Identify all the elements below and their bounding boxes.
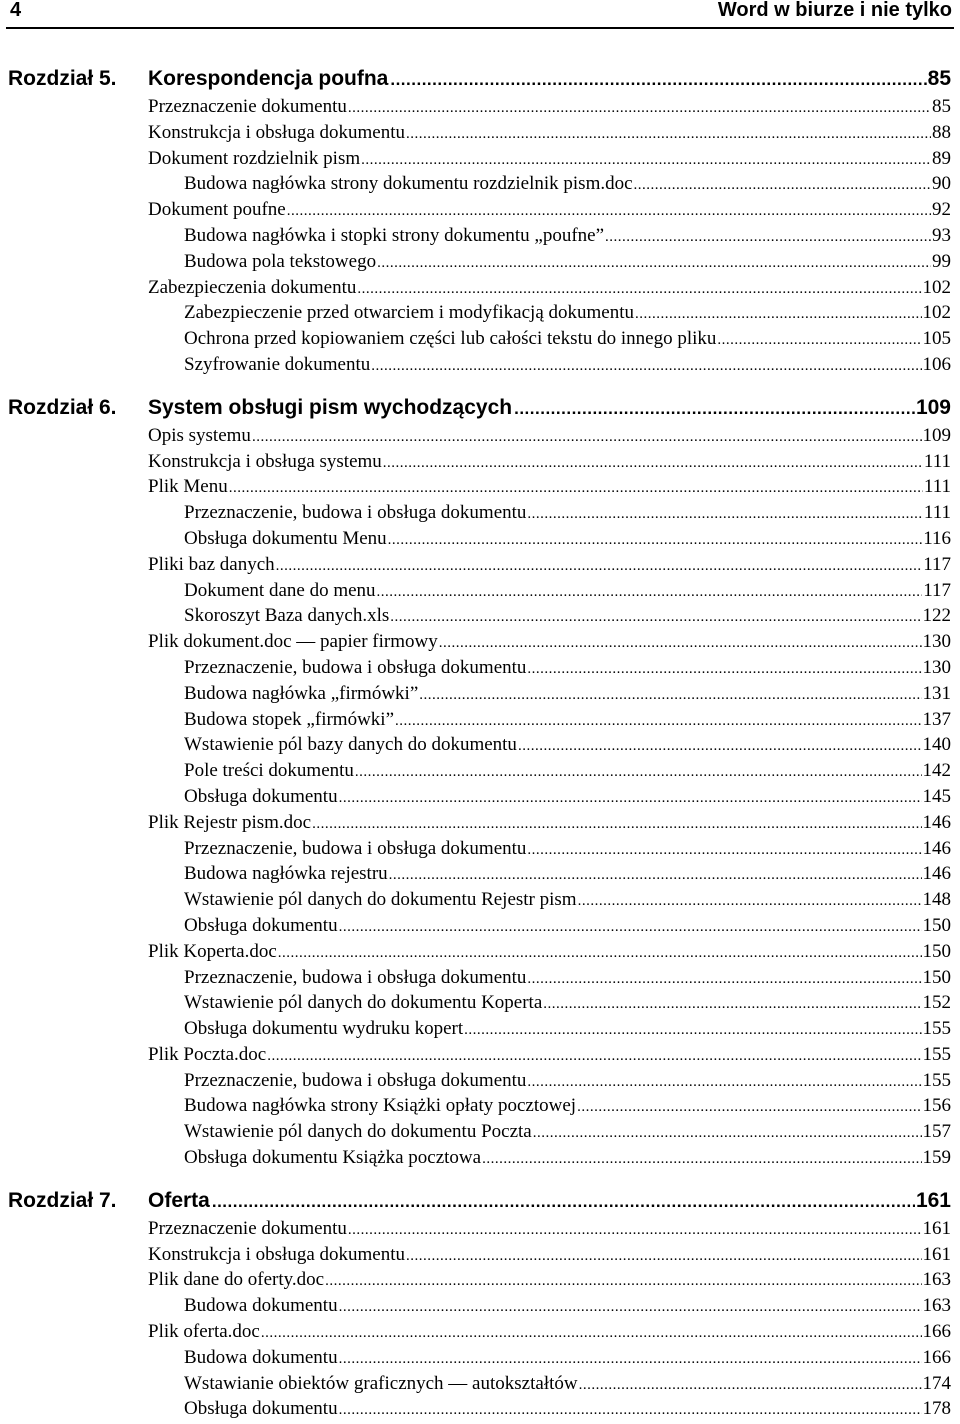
dot-leader	[361, 148, 931, 174]
toc-entry[interactable]	[148, 423, 951, 449]
entry-page-number: 111	[923, 450, 951, 472]
toc-entry[interactable]	[148, 275, 951, 301]
entry-page-number: 140	[922, 734, 951, 756]
dot-leader	[419, 683, 921, 709]
entry-page-number: 90	[932, 173, 951, 195]
entry-title: Wstawianie obiektów graficznych — autokształtów	[184, 1372, 578, 1394]
toc-subentry[interactable]	[184, 913, 951, 939]
toc-subentry[interactable]	[184, 681, 951, 707]
dot-leader	[357, 277, 921, 303]
toc-subentry[interactable]	[184, 326, 951, 352]
dot-leader	[377, 251, 931, 277]
entry-title: Konstrukcja i obsługa dokumentu	[148, 1243, 405, 1265]
dot-leader	[325, 1269, 921, 1295]
entry-title: Budowa pola tekstowego	[184, 250, 377, 272]
toc-subentry[interactable]	[184, 352, 951, 378]
entry-title: Obsługa dokumentu Książka pocztowa	[184, 1147, 482, 1169]
dot-leader	[339, 915, 922, 941]
toc-subentry[interactable]	[184, 223, 951, 249]
entry-title: Przeznaczenie, budowa i obsługa dokumentu	[184, 502, 527, 524]
entry-title: Obsługa dokumentu Menu	[184, 527, 387, 549]
entry-title: Plik Poczta.doc	[148, 1043, 267, 1065]
entry-title: Zabezpieczenia dokumentu	[148, 276, 357, 298]
dot-leader	[514, 394, 915, 424]
entry-title: Wstawienie pól danych do dokumentu Rejestr pism	[184, 889, 577, 911]
entry-page-number: 146	[922, 863, 951, 885]
toc-subentry[interactable]	[184, 1293, 951, 1319]
toc-entry[interactable]	[148, 1242, 951, 1268]
dot-leader	[252, 425, 922, 451]
toc-subentry[interactable]	[184, 603, 951, 629]
entry-page-number: 131	[922, 682, 951, 704]
entry-title: Budowa nagłówka i stopki strony dokumentu „poufne”	[184, 224, 605, 246]
entry-page-number: 163	[922, 1295, 951, 1317]
entry-title: Budowa dokumentu	[184, 1346, 338, 1368]
dot-leader	[605, 225, 931, 251]
chapter-label: Rozdział 7.	[8, 1188, 117, 1212]
toc-subentry[interactable]	[184, 836, 951, 862]
dot-leader	[533, 1121, 922, 1147]
entry-page-number: 150	[922, 940, 951, 962]
toc-subentry[interactable]	[184, 732, 951, 758]
entry-page-number: 159	[922, 1147, 951, 1169]
entry-title: Przeznaczenie, budowa i obsługa dokumentu	[184, 656, 527, 678]
entry-title: Obsługa dokumentu	[184, 1398, 338, 1420]
entry-title: Dokument rozdzielnik pism	[148, 147, 361, 169]
entry-page-number: 150	[922, 914, 951, 936]
dot-leader	[634, 173, 931, 199]
entry-title: Konstrukcja i obsługa systemu	[148, 450, 382, 472]
dot-leader	[717, 328, 921, 354]
dot-leader	[406, 122, 931, 148]
dot-leader	[377, 580, 923, 606]
entry-page-number: 105	[922, 328, 951, 350]
entry-title: Opis systemu	[148, 424, 251, 446]
entry-page-number: 163	[922, 1269, 951, 1291]
entry-title: Szyfrowanie dokumentu	[184, 353, 371, 375]
dot-leader	[390, 65, 926, 95]
entry-page-number: 161	[922, 1243, 951, 1265]
entry-title: Budowa dokumentu	[184, 1295, 338, 1317]
toc-entry[interactable]	[148, 120, 951, 146]
toc-entry[interactable]	[148, 94, 951, 120]
entry-page-number: 130	[922, 656, 951, 678]
entry-title: Przeznaczenie dokumentu	[148, 96, 347, 117]
toc-entry[interactable]	[148, 474, 951, 500]
entry-title: Obsługa dokumentu	[184, 914, 338, 936]
chapter-label: Rozdział 5.	[8, 67, 117, 90]
entry-page-number: 137	[922, 708, 951, 730]
toc-subentry[interactable]	[184, 965, 951, 991]
entry-page-number: 85	[932, 96, 951, 117]
toc-subentry[interactable]	[184, 861, 951, 887]
entry-title: Wstawienie pól danych do dokumentu Poczta	[184, 1121, 532, 1143]
toc-entry[interactable]	[148, 810, 951, 836]
toc-entry[interactable]	[148, 1267, 951, 1293]
dot-leader	[389, 863, 922, 889]
toc-subentry[interactable]	[184, 1119, 951, 1145]
entry-title: Przeznaczenie, budowa i obsługa dokumentu	[184, 966, 527, 988]
dot-leader	[355, 760, 922, 786]
toc-entry[interactable]	[148, 449, 951, 475]
dot-leader	[527, 838, 921, 864]
dot-leader	[229, 476, 923, 502]
entry-title: Budowa nagłówka rejestru	[184, 863, 388, 885]
entry-page-number: 155	[922, 1069, 951, 1091]
dot-leader	[527, 967, 921, 993]
dot-leader	[371, 354, 921, 380]
chapter-label: Rozdział 6.	[8, 395, 117, 419]
dot-leader	[395, 709, 921, 735]
entry-page-number: 106	[922, 353, 951, 375]
entry-page-number: 146	[922, 811, 951, 833]
dot-leader	[439, 631, 922, 657]
dot-leader	[312, 812, 921, 838]
dot-leader	[276, 554, 923, 580]
dot-leader	[527, 1070, 921, 1096]
chapter-section	[0, 64, 960, 378]
entry-page-number: 122	[922, 605, 951, 627]
dot-leader	[527, 502, 922, 528]
entry-title: Budowa nagłówka strony Książki opłaty pocztowej	[184, 1095, 577, 1117]
entry-page-number: 109	[922, 424, 951, 446]
entry-page-number: 166	[922, 1321, 951, 1343]
entry-page-number: 155	[922, 1018, 951, 1040]
toc-subentry[interactable]	[184, 887, 951, 913]
dot-leader	[635, 302, 922, 328]
entry-page-number: 117	[923, 579, 951, 601]
dot-leader	[339, 786, 922, 812]
dot-leader	[278, 941, 922, 967]
entry-page-number: 156	[922, 1095, 951, 1117]
dot-leader	[348, 1218, 922, 1244]
entry-page-number: 178	[922, 1398, 951, 1420]
entry-page-number: 130	[922, 631, 951, 653]
chapter-heading[interactable]	[0, 393, 951, 423]
toc-entry[interactable]	[148, 1042, 951, 1068]
toc-entry[interactable]	[148, 552, 951, 578]
entry-page-number: 161	[922, 1217, 951, 1239]
toc-subentry[interactable]	[184, 1093, 951, 1119]
entry-title: Plik oferta.doc	[148, 1321, 260, 1343]
entry-page-number: 111	[923, 502, 951, 524]
dot-leader	[339, 1347, 922, 1373]
page-number: 4	[10, 0, 22, 21]
dot-leader	[543, 992, 921, 1018]
entry-title: Wstawienie pól bazy danych do dokumentu	[184, 734, 517, 756]
entry-title: Ochrona przed kopiowaniem części lub całości tekstu do innego pliku	[184, 328, 717, 350]
toc-subentry[interactable]	[184, 655, 951, 681]
toc-subentry[interactable]	[184, 990, 951, 1016]
toc-subentry[interactable]	[184, 1345, 951, 1371]
dot-leader	[577, 1095, 921, 1121]
dot-leader	[339, 1295, 922, 1321]
table-of-contents	[0, 64, 960, 1422]
toc-subentry[interactable]	[184, 1396, 951, 1422]
toc-subentry[interactable]	[184, 500, 951, 526]
dot-leader	[287, 199, 931, 225]
chapter-page-number: 85	[927, 67, 951, 90]
entry-title: Obsługa dokumentu wydruku kopert	[184, 1018, 464, 1040]
toc-subentry[interactable]	[184, 1068, 951, 1094]
book-title: Word w biurze i nie tylko	[717, 0, 952, 21]
entry-title: Zabezpieczenie przed otwarciem i modyfikacją dokumentu	[184, 302, 634, 324]
entry-page-number: 93	[932, 224, 951, 246]
dot-leader	[482, 1147, 921, 1173]
dot-leader	[388, 528, 923, 554]
chapter-title: Oferta	[148, 1188, 210, 1212]
entry-page-number: 157	[922, 1121, 951, 1143]
chapter-section	[0, 393, 960, 1171]
toc-entry[interactable]	[148, 939, 951, 965]
entry-page-number: 117	[923, 553, 951, 575]
entry-page-number: 102	[922, 302, 951, 324]
chapter-page-number: 161	[915, 1188, 951, 1212]
toc-subentry[interactable]	[184, 1371, 951, 1397]
entry-page-number: 145	[922, 785, 951, 807]
entry-page-number: 146	[922, 837, 951, 859]
toc-subentry[interactable]	[184, 300, 951, 326]
entry-title: Skoroszyt Baza danych.xls	[184, 605, 390, 627]
entry-title: Budowa nagłówka „firmówki”	[184, 682, 419, 704]
entry-page-number: 102	[922, 276, 951, 298]
entry-title: Obsługa dokumentu	[184, 785, 338, 807]
dot-leader	[390, 605, 921, 631]
dot-leader	[339, 1398, 922, 1424]
dot-leader	[527, 657, 921, 683]
entry-title: Budowa stopek „firmówki”	[184, 708, 395, 730]
dot-leader	[383, 451, 923, 477]
entry-title: Plik dane do oferty.doc	[148, 1269, 325, 1291]
toc-subentry[interactable]	[184, 526, 951, 552]
entry-page-number: 155	[922, 1043, 951, 1065]
toc-entry[interactable]	[148, 1319, 951, 1345]
chapter-section	[0, 1186, 960, 1422]
toc-subentry[interactable]	[184, 1016, 951, 1042]
entry-page-number: 111	[923, 476, 951, 498]
running-header	[6, 0, 954, 26]
entry-title: Przeznaczenie dokumentu	[148, 1217, 347, 1239]
entry-page-number: 92	[932, 199, 951, 221]
entry-page-number: 88	[932, 121, 951, 143]
toc-subentry[interactable]	[184, 784, 951, 810]
toc-entry[interactable]	[148, 197, 951, 223]
dot-leader	[464, 1018, 921, 1044]
entry-page-number: 142	[922, 760, 951, 782]
toc-subentry[interactable]	[184, 1145, 951, 1171]
entry-title: Dokument dane do menu	[184, 579, 376, 601]
entry-title: Wstawienie pól danych do dokumentu Koperta	[184, 992, 543, 1014]
chapter-page-number: 109	[915, 395, 951, 419]
entry-title: Dokument poufne	[148, 199, 286, 221]
dot-leader	[578, 889, 922, 915]
entry-page-number: 99	[932, 250, 951, 272]
dot-leader	[212, 1187, 915, 1217]
toc-entry[interactable]	[148, 629, 951, 655]
entry-page-number: 152	[922, 992, 951, 1014]
entry-title: Budowa nagłówka strony dokumentu rozdzielnik pism.doc	[184, 173, 633, 195]
entry-page-number: 89	[932, 147, 951, 169]
dot-leader	[406, 1244, 922, 1270]
entry-title: Plik Menu	[148, 476, 228, 498]
chapter-heading[interactable]	[0, 64, 951, 94]
entry-page-number: 174	[922, 1372, 951, 1394]
dot-leader	[261, 1321, 922, 1347]
entry-title: Plik Rejestr pism.doc	[148, 811, 312, 833]
dot-leader	[267, 1044, 921, 1070]
header-rule	[6, 27, 954, 29]
dot-leader	[518, 734, 922, 760]
entry-title: Plik Koperta.doc	[148, 940, 277, 962]
entry-page-number: 116	[923, 527, 951, 549]
dot-leader	[579, 1373, 922, 1399]
toc-subentry[interactable]	[184, 707, 951, 733]
entry-title: Pole treści dokumentu	[184, 760, 354, 782]
chapter-title: System obsługi pism wychodzących	[148, 395, 513, 419]
entry-title: Pliki baz danych	[148, 553, 275, 575]
entry-page-number: 148	[922, 889, 951, 911]
toc-subentry[interactable]	[184, 249, 951, 275]
toc-entry[interactable]	[148, 1216, 951, 1242]
toc-entry[interactable]	[148, 146, 951, 172]
toc-subentry[interactable]	[184, 578, 951, 604]
entry-page-number: 150	[922, 966, 951, 988]
dot-leader	[348, 96, 931, 122]
entry-title: Przeznaczenie, budowa i obsługa dokumentu	[184, 1069, 527, 1091]
entry-title: Przeznaczenie, budowa i obsługa dokumentu	[184, 837, 527, 859]
chapter-heading[interactable]	[0, 1186, 951, 1216]
chapter-title: Korespondencja poufna	[148, 67, 389, 90]
toc-subentry[interactable]	[184, 171, 951, 197]
entry-title: Plik dokument.doc — papier firmowy	[148, 631, 438, 653]
entry-page-number: 166	[922, 1346, 951, 1368]
entry-title: Konstrukcja i obsługa dokumentu	[148, 121, 405, 143]
toc-subentry[interactable]	[184, 758, 951, 784]
